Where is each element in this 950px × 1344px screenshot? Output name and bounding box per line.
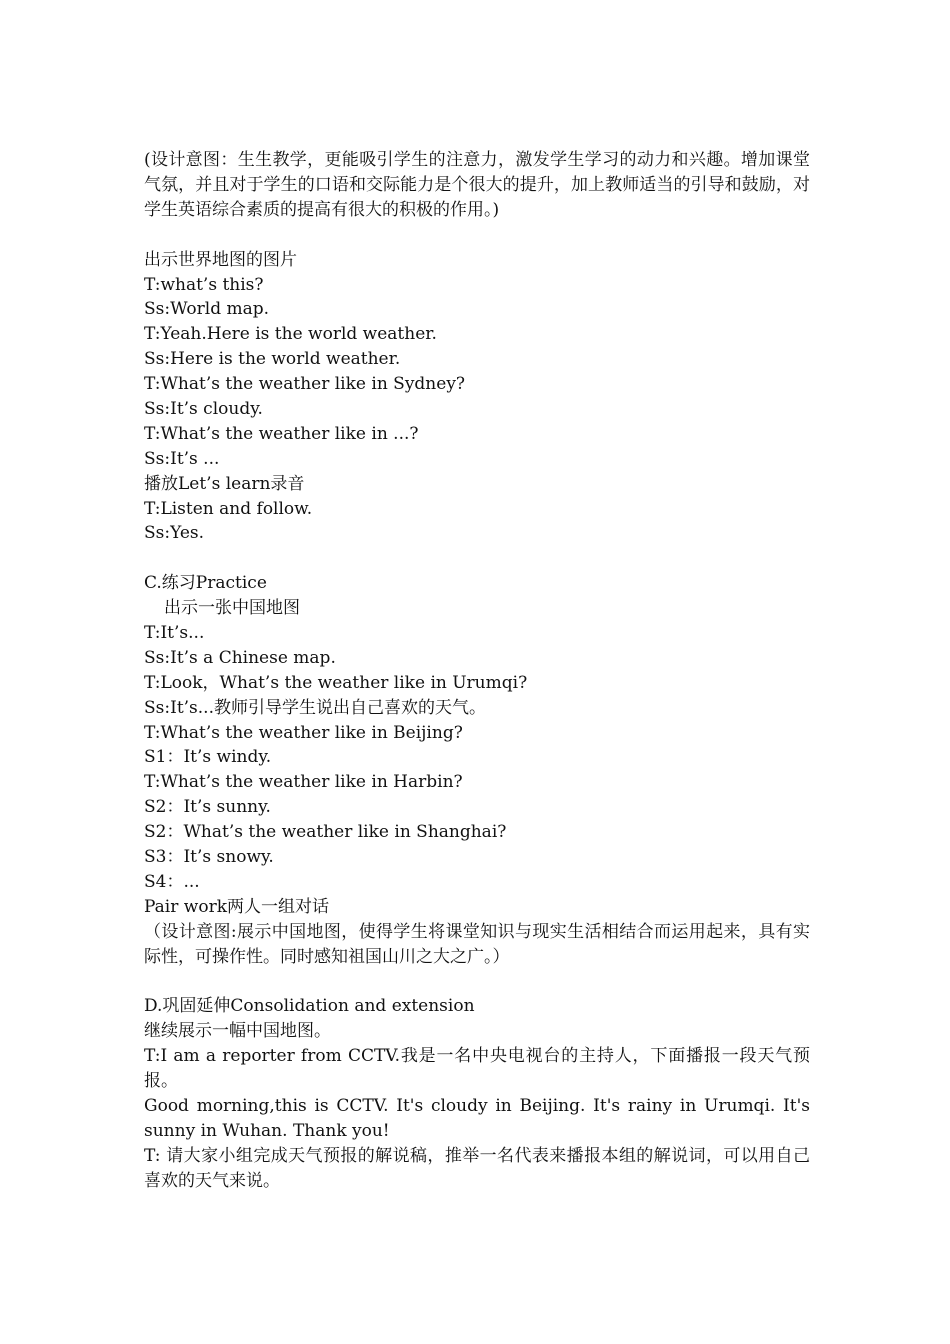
design-intent-paragraph: (设计意图：生生教学，更能吸引学生的注意力，激发学生学习的动力和兴趣。增加课堂气氛，并且对于学生的口语和交际能力是个很大的提升，加上教师适当的引导和鼓励，对学生英语综合素质的提高有很大的积极的作用。) [144, 150, 810, 220]
text-line: 出示一张中国地图 [164, 598, 300, 619]
design-intent-paragraph: （设计意图:展示中国地图，使得学生将课堂知识与现实生活相结合而运用起来，具有实际性，可操作性。同时感知祖国山川之大之广。） [144, 921, 810, 967]
dialogue-line: S1：It’s windy. [144, 747, 272, 768]
broadcast-paragraph: Good morning,this is CCTV. It's cloudy in Beijing. It's rainy in Urumqi. It's sunny in Wuhan. Thank you! [144, 1095, 810, 1141]
dialogue-line: S3：It’s snowy. [144, 846, 274, 867]
blank-line [144, 546, 810, 571]
dialogue-line: T:Look，What’s the weather like in Urumqi? [144, 672, 528, 693]
text-line: 播放Let’s learn录音 [144, 473, 305, 494]
blank-line [144, 223, 810, 248]
text-line: 继续展示一幅中国地图。 [144, 1021, 331, 1042]
reporter-paragraph: T:I am a reporter from CCTV.我是一名中央电视台的主持人，下面播报一段天气预报。 [144, 1046, 810, 1092]
dialogue-line: T:Listen and follow. [144, 498, 313, 519]
dialogue-line: T:Yeah.Here is the world weather. [144, 324, 437, 345]
dialogue-line: Ss:It’s ... [144, 448, 220, 469]
dialogue-line: Ss:It’s...教师引导学生说出自己喜欢的天气。 [144, 697, 486, 718]
document-body [144, 148, 810, 1194]
dialogue-line: Ss:World map. [144, 299, 270, 320]
dialogue-line: T:It’s... [144, 622, 205, 643]
blank-line [144, 969, 810, 994]
dialogue-line: T:What’s the weather like in Harbin? [144, 772, 463, 793]
section-heading: D.巩固延伸Consolidation and extension [144, 996, 475, 1017]
section-heading: C.练习Practice [144, 573, 267, 594]
dialogue-line: S4：... [144, 871, 200, 892]
dialogue-line: Ss:Yes. [144, 523, 205, 544]
dialogue-line: S2：It’s sunny. [144, 797, 271, 818]
dialogue-line: T:what’s this? [144, 274, 264, 295]
text-line: 出示世界地图的图片 [144, 249, 297, 270]
dialogue-line: Ss:Here is the world weather. [144, 349, 401, 370]
dialogue-line: Ss:It’s cloudy. [144, 398, 263, 419]
dialogue-line: T:What’s the weather like in ...? [144, 423, 419, 444]
dialogue-line: S2：What’s the weather like in Shanghai? [144, 822, 507, 843]
dialogue-line: T:What’s the weather like in Sydney? [144, 374, 466, 395]
dialogue-line: Ss:It’s a Chinese map. [144, 647, 336, 668]
task-paragraph: T: 请大家小组完成天气预报的解说稿，推举一名代表来播报本组的解说词，可以用自己喜欢的天气来说。 [144, 1145, 810, 1191]
dialogue-line: T:What’s the weather like in Beijing? [144, 722, 463, 743]
text-line: Pair work两人一组对话 [144, 896, 329, 917]
